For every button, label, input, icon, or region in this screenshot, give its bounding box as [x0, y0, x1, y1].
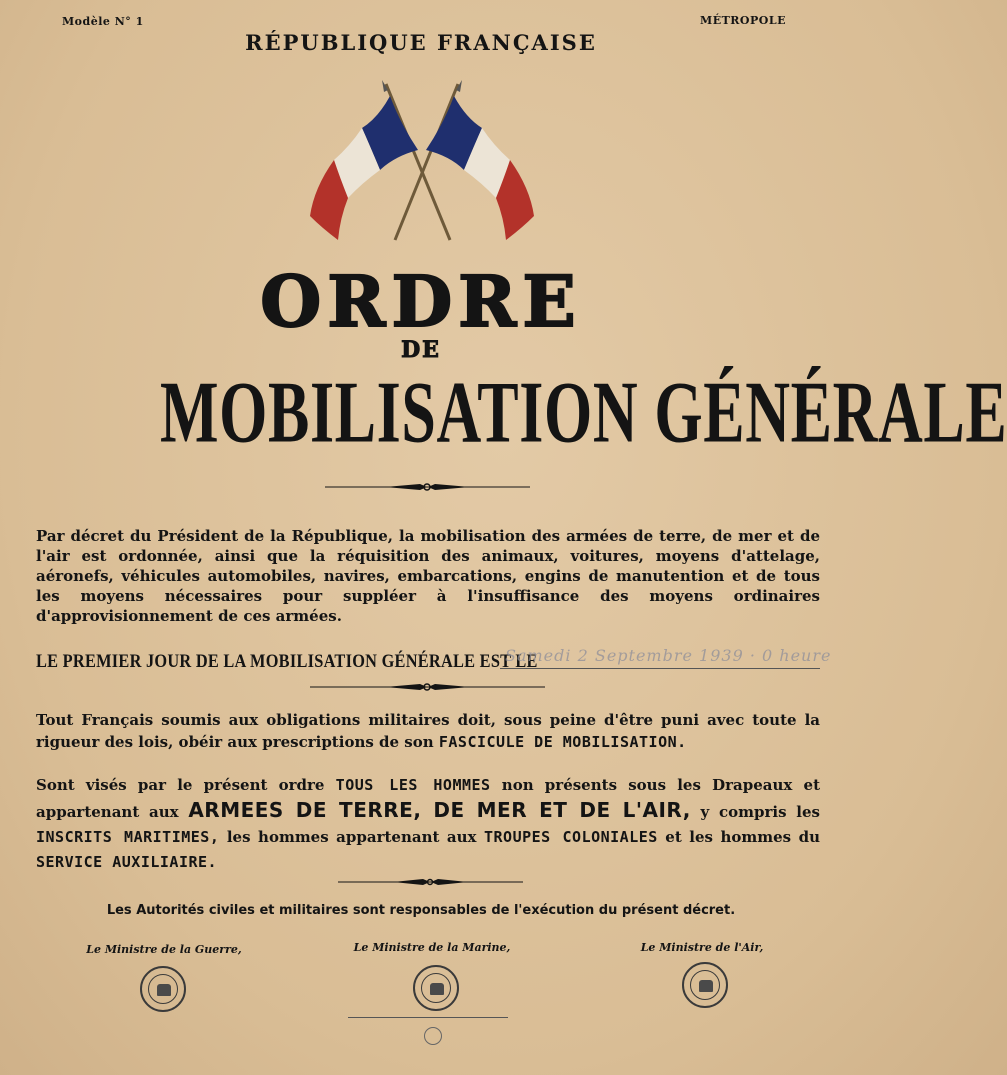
obligations-paragraph — [36, 709, 820, 753]
concerned-men-paragraph — [36, 773, 820, 875]
guerre-seal-icon — [140, 966, 186, 1012]
divider-ornament — [310, 680, 545, 694]
title-ordre: ORDRE — [260, 260, 582, 343]
republique-heading: RÉPUBLIQUE FRANÇAISE — [245, 30, 597, 55]
model-number: Modèle N° 1 — [62, 15, 144, 28]
divider-ornament — [325, 480, 530, 494]
minister-air: Le Ministre de l'Air, — [640, 941, 764, 954]
crossed-flags-icon — [300, 78, 545, 248]
title-mobilisation-generale: MOBILISATION GÉNÉRALE — [159, 363, 1007, 461]
date-fill-line — [500, 668, 820, 669]
concerned-text-1: Sont visés par le présent ordre — [36, 776, 336, 794]
service-auxiliaire-emphasis: SERVICE AUXILIAIRE. — [36, 853, 218, 871]
tous-les-hommes-emphasis: TOUS LES HOMMES — [335, 776, 491, 794]
decree-paragraph: Par décret du Président de la République, la mobilisation des armées de terre, de mer et de l'air est ordonnée, ainsi que la réquisition des animaux, voitures, moyens d'attelage, aéronefs, véhicules automobiles, navires, embarcations, engins de manutention et de tous les moyens nécessaires pour suppléer à l'insuffisance des moyens ordinaires d'approvisionnement de ces armées. — [36, 527, 820, 625]
divider-ornament — [338, 876, 523, 888]
air-seal-icon — [682, 962, 728, 1008]
handwritten-date: Samedi 2 Septembre 1939 · 0 heure — [505, 646, 832, 665]
obligations-text: Tout Français soumis aux obligations militaires doit, sous peine d'être puni avec toute la rigueur des lois, obéir aux prescriptions de son — [36, 711, 820, 751]
concerned-text-2: non présents sous les Drapeaux et appartenant aux — [36, 776, 820, 821]
printer-line — [348, 1017, 508, 1020]
title-de: DE — [401, 337, 441, 363]
fascicule-emphasis: FASCICULE DE MOBILISATION. — [438, 733, 687, 751]
concerned-text-3: y compris les — [690, 803, 820, 821]
marine-seal-icon — [413, 965, 459, 1011]
minister-marine: Le Ministre de la Marine, — [353, 941, 511, 954]
armees-emphasis: ARMEES DE TERRE, DE MER ET DE L'AIR, — [188, 798, 691, 822]
first-day-label: LE PREMIER JOUR DE LA MOBILISATION GÉNÉRALE EST LE — [36, 651, 538, 672]
region-label: MÉTROPOLE — [700, 14, 786, 27]
concerned-text-4: les hommes appartenant aux — [219, 828, 484, 846]
minister-guerre: Le Ministre de la Guerre, — [86, 943, 242, 956]
concerned-text-5: et les hommes du — [657, 828, 820, 846]
archive-stamp-icon — [424, 1027, 442, 1045]
troupes-coloniales-emphasis: TROUPES COLONIALES — [483, 828, 658, 846]
inscrits-maritimes-emphasis: INSCRITS MARITIMES, — [36, 828, 220, 846]
authorities-statement: Les Autorités civiles et militaires sont responsables de l'exécution du présent décret. — [106, 903, 736, 918]
